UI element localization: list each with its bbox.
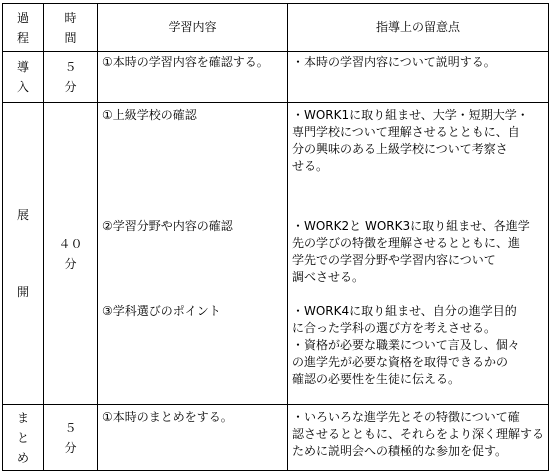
develop-step-3-note-line: ・WORK4に取り組ませ、自分の進学目的 (292, 304, 517, 318)
header-notes: 指導上の留意点 (288, 4, 549, 52)
develop-step-3-note-line: ・資格が必要な職業について言及し、個々 (292, 338, 520, 352)
develop-row (3, 103, 549, 405)
develop-step-1-note-line: せる。 (292, 159, 329, 173)
header-content: 学習内容 (98, 4, 288, 52)
develop-time-unit: 分 (64, 256, 77, 271)
develop-process-char-1: 展 (16, 207, 29, 222)
summary-row (3, 405, 549, 471)
develop-time (44, 103, 98, 405)
summary-note-line: ・いろいろな進学先とその特徴について確 (292, 410, 520, 424)
summary-process-char-2: と (16, 430, 29, 445)
summary-content: ①本時のまとめをする。 (98, 405, 288, 471)
develop-step-3-note-line: の進学先が必要な資格を取得できるかの (292, 355, 509, 369)
summary-time-unit: 分 (64, 440, 77, 455)
summary-notes (288, 405, 549, 471)
summary-note-line: ために説明会への積極的な参加を促す。 (292, 444, 508, 458)
develop-content (98, 103, 288, 405)
develop-process (3, 103, 44, 405)
header-process-char-1: 過 (16, 10, 29, 25)
develop-step-2-note-line: 学先での学習分野や学習内容について (292, 253, 496, 267)
develop-step-1-note-line: 分の興味のある上級学校について考察さ (292, 142, 508, 156)
summary-process-char-3: め (16, 450, 29, 465)
header-row (3, 4, 549, 52)
intro-process-char-1: 導 (16, 60, 29, 74)
develop-step-3-content: ③学科選びのポイント (102, 304, 221, 318)
lesson-plan-table (2, 3, 549, 471)
intro-time (44, 52, 98, 103)
intro-process (3, 52, 44, 103)
develop-step-2-note-line: ・WORK2と WORK3に取り組ませ、各進学 (292, 219, 530, 233)
summary-note-line: 認させるとともに、それらをより深く理解する (292, 427, 545, 441)
header-time-char-2: 間 (64, 30, 77, 45)
intro-row (3, 52, 549, 103)
develop-step-2-note-line: 調べさせる。 (292, 270, 365, 284)
develop-step-2-content: ②学習分野や内容の確認 (102, 219, 233, 233)
header-process-char-2: 程 (16, 30, 29, 45)
develop-step-1-content: ①上級学校の確認 (102, 108, 197, 122)
summary-time-value: ５ (64, 420, 77, 435)
intro-time-unit: 分 (64, 80, 77, 94)
header-time (44, 4, 98, 52)
summary-process (3, 405, 44, 471)
develop-step-2-note-line: 先の学びの特徴を理解させるとともに、進 (292, 236, 521, 250)
summary-time (44, 405, 98, 471)
intro-time-value: ５ (64, 60, 77, 74)
develop-process-char-2: 開 (16, 284, 29, 299)
develop-notes (288, 103, 549, 405)
develop-step-3-note-line: に合った学科の選び方を考えさせる。 (292, 321, 497, 335)
header-time-char-1: 時 (64, 10, 77, 25)
intro-content: ①本時の学習内容を確認する。 (98, 52, 288, 103)
develop-step-1-note-line: 専門学校について理解させるとともに、自 (292, 125, 520, 139)
intro-notes: ・本時の学習内容について説明する。 (288, 52, 549, 103)
develop-step-1-note-line: ・WORK1に取り組ませ、大学・短期大学・ (292, 108, 529, 122)
develop-step-3-note-line: 確認の必要性を生徒に伝える。 (292, 372, 461, 386)
develop-time-value: ４０ (58, 236, 83, 251)
intro-process-char-2: 入 (16, 80, 29, 94)
summary-process-char-1: ま (16, 410, 29, 425)
header-process (3, 4, 44, 52)
